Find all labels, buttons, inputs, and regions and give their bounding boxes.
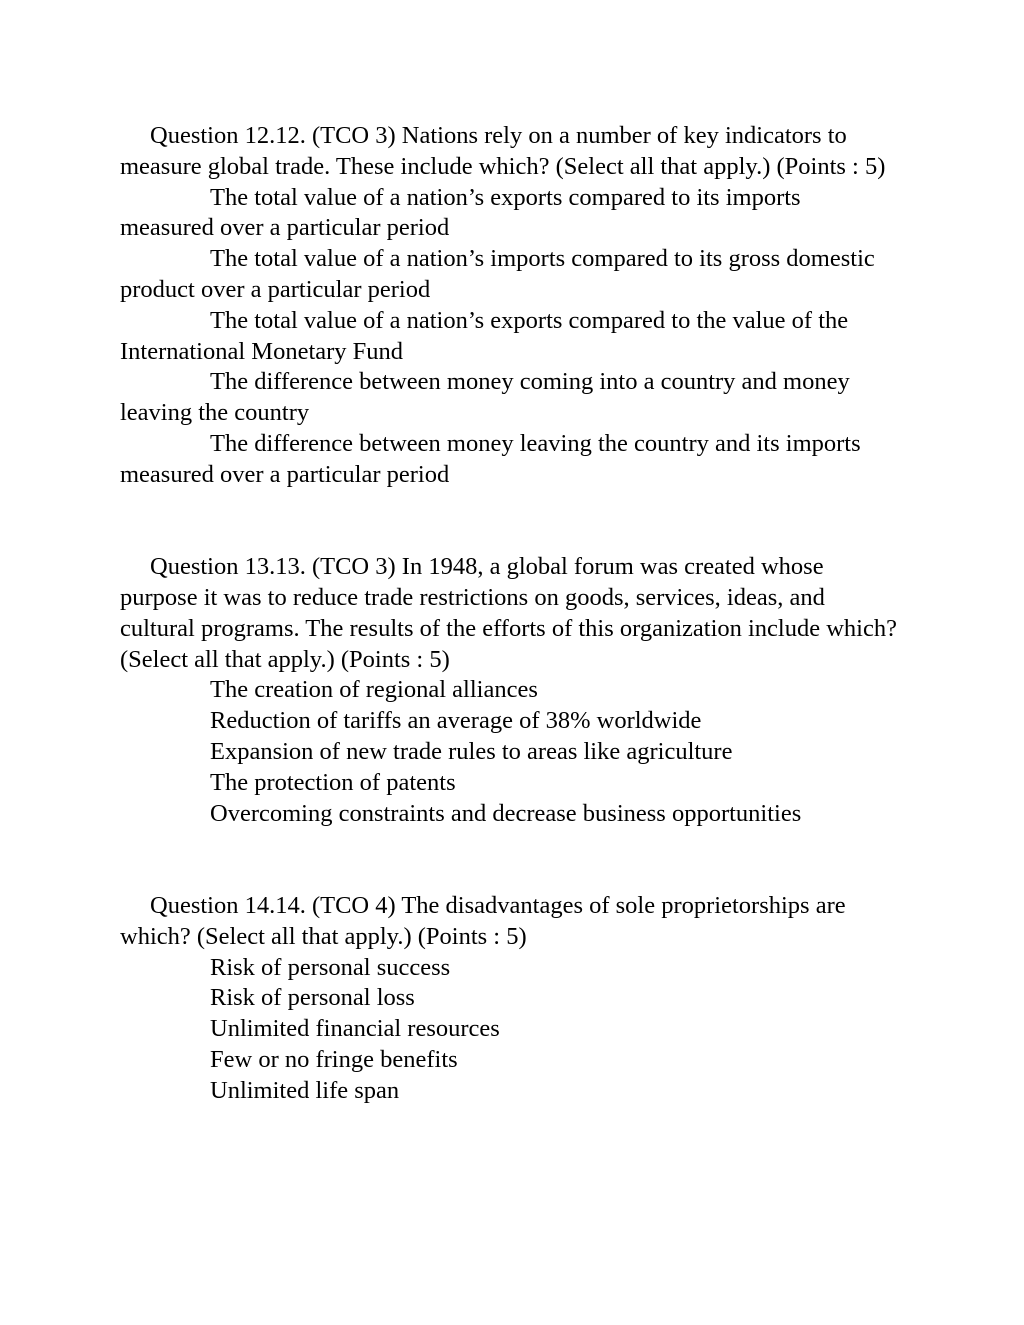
question-spacer xyxy=(120,491,900,553)
answer-option[interactable]: Unlimited life span xyxy=(210,1076,400,1104)
answer-option[interactable]: Risk of personal success xyxy=(210,953,451,981)
answer-option[interactable]: The creation of regional alliances xyxy=(210,676,538,704)
answer-option[interactable]: The difference between money leaving the country and its imports measured over a particular period xyxy=(120,429,861,488)
answer-option[interactable]: Expansion of new trade rules to areas like agriculture xyxy=(210,737,733,765)
document-content xyxy=(120,121,900,1107)
answer-option[interactable]: The total value of a nation’s imports compared to its gross domestic product over a particular period xyxy=(120,245,875,303)
question-text: Question 12.12. (TCO 3) Nations rely on a number of key indicators to measure global trade. These include which? (Select all that apply.) (Points : 5) xyxy=(120,122,886,180)
question-14 xyxy=(120,891,900,1107)
question-spacer xyxy=(120,829,900,891)
answer-option[interactable]: Risk of personal loss xyxy=(210,984,415,1012)
question-text: Question 14.14. (TCO 4) The disadvantages of sole proprietorships are which? (Select all that apply.) (Points : 5) xyxy=(120,891,846,950)
answer-option[interactable]: The total value of a nation’s exports compared to its imports measured over a particular period xyxy=(120,183,801,242)
answer-option[interactable]: The protection of patents xyxy=(210,768,456,796)
answer-option[interactable]: The total value of a nation’s exports compared to the value of the International Monetary Fund xyxy=(120,306,849,365)
answer-option[interactable]: Reduction of tariffs an average of 38% worldwide xyxy=(210,707,702,735)
question-text: Question 13.13. (TCO 3) In 1948, a global forum was created whose purpose it was to reduce trade restrictions on goods, services, ideas, and cultural programs. The results of the efforts of this organization include which? (Select all that apply.) (Points : 5) xyxy=(120,553,897,673)
answer-option[interactable]: Unlimited financial resources xyxy=(210,1015,500,1043)
question-13 xyxy=(120,552,900,829)
answer-option[interactable]: Few or no fringe benefits xyxy=(210,1045,458,1073)
question-12 xyxy=(120,121,900,491)
answer-option[interactable]: The difference between money coming into a country and money leaving the country xyxy=(120,368,850,427)
answer-option[interactable]: Overcoming constraints and decrease business opportunities xyxy=(210,799,802,827)
